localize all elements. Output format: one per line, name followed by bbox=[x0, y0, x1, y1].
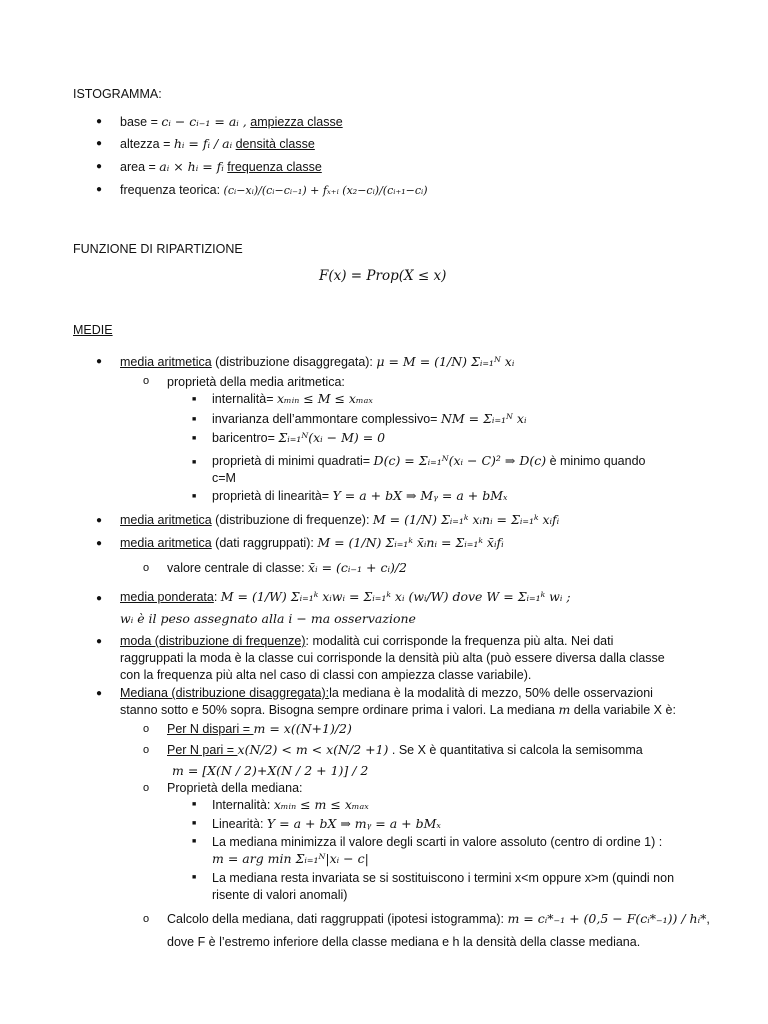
istogramma-base: base = cᵢ − cᵢ₋₁ = aᵢ , ampiezza classe bbox=[120, 114, 343, 129]
bullet-icon: ● bbox=[96, 688, 103, 699]
moda-line2: raggruppati la moda è la classe cui corrisponde la densità più alta (può essere diversa dalla classe bbox=[120, 651, 665, 665]
bullet-icon: ● bbox=[96, 593, 103, 604]
bullet-square-icon: ■ bbox=[192, 801, 197, 808]
istogramma-heading: ISTOGRAMMA: bbox=[73, 87, 162, 101]
bullet-icon: ● bbox=[96, 138, 103, 149]
bullet-icon: ● bbox=[96, 515, 103, 526]
proprieta-minimi-quadrati-cont: c=M bbox=[212, 471, 236, 485]
media-aritmetica-disaggregata: media aritmetica (distribuzione disaggregata): μ = M = (1/N) Σᵢ₌₁ᴺ xᵢ bbox=[120, 354, 515, 369]
bullet-square-icon: ■ bbox=[192, 820, 197, 827]
mediana-semisomma: m = [X(N / 2)+X(N / 2 + 1)] / 2 bbox=[172, 763, 369, 778]
mediana-line2: stanno sotto e 50% sopra. Bisogna sempre ordinare prima i valori. La mediana m della variabile X è: bbox=[120, 702, 676, 717]
bullet-circle-icon: o bbox=[143, 562, 150, 574]
ripartizione-formula: F(x) = Prop(X ≤ x) bbox=[319, 268, 447, 284]
bullet-square-icon: ■ bbox=[192, 459, 197, 466]
proprieta-minimi-quadrati: proprietà di minimi quadrati= D(c) = Σᵢ₌₁ᴺ(xᵢ − C)² ⇒ D(c) è minimo quando bbox=[212, 453, 646, 468]
media-aritmetica-raggruppati: media aritmetica (dati raggruppati): M = (1/N) Σᵢ₌₁ᵏ x̄ᵢnᵢ = Σᵢ₌₁ᵏ x̄ᵢfᵢ bbox=[120, 535, 504, 550]
bullet-icon: ● bbox=[96, 538, 103, 549]
medie-heading: MEDIE bbox=[73, 323, 113, 337]
bullet-square-icon: ■ bbox=[192, 396, 197, 403]
istogramma-frequenza-teorica: frequenza teorica: (cᵢ−xᵢ)/(cᵢ−cᵢ₋₁) + fₓ₊ᵢ (x₂−cᵢ)/(cᵢ₊₁−cᵢ) bbox=[120, 183, 428, 197]
mediana-pari: Per N pari = x(N/2) < m < x(N/2 +1) . Se X è quantitativa si calcola la semisomma bbox=[167, 742, 643, 757]
bullet-square-icon: ■ bbox=[192, 874, 197, 881]
bullet-icon: ● bbox=[96, 636, 103, 647]
bullet-square-icon: ■ bbox=[192, 493, 197, 500]
valore-centrale: valore centrale di classe: x̄ᵢ = (cᵢ₋₁ + cᵢ)/2 bbox=[167, 560, 408, 575]
istogramma-altezza: altezza = hᵢ = fᵢ / aᵢ densità classe bbox=[120, 136, 315, 151]
mediana-minimizza: La mediana minimizza il valore degli scarti in valore assoluto (centro di ordine 1) : bbox=[212, 835, 663, 849]
bullet-circle-icon: o bbox=[143, 375, 150, 387]
moda-line1: moda (distribuzione di frequenze): modalità cui corrisponde la frequenza più alta. Nei dati bbox=[120, 634, 614, 648]
proprieta-linearita: proprietà di linearità= Y = a + bX ⇒ Mᵧ = a + bMₓ bbox=[212, 488, 508, 503]
mediana-dispari: Per N dispari = m = x((N+1)/2) bbox=[167, 721, 352, 736]
media-aritmetica-frequenze: media aritmetica (distribuzione di frequenze): M = (1/N) Σᵢ₌₁ᵏ xᵢnᵢ = Σᵢ₌₁ᵏ xᵢfᵢ bbox=[120, 512, 560, 527]
mediana-calcolo-cont: dove F è l’estremo inferiore della classe mediana e h la densità della classe mediana. bbox=[167, 935, 641, 949]
bullet-square-icon: ■ bbox=[192, 435, 197, 442]
bullet-icon: ● bbox=[96, 184, 103, 195]
moda-line3: con la frequenza più alta nel caso di classi con ampiezza classe variabile). bbox=[120, 668, 532, 682]
mediana-line1: Mediana (distribuzione disaggregata):la mediana è la modalità di mezzo, 50% delle osservazioni bbox=[120, 686, 653, 700]
bullet-square-icon: ■ bbox=[192, 416, 197, 423]
mediana-minimizza-formula: m = arg min Σᵢ₌₁ᴺ|xᵢ − c| bbox=[212, 851, 369, 866]
bullet-square-icon: ■ bbox=[192, 838, 197, 845]
media-ponderata-note: wᵢ è il peso assegnato alla i − ma osservazione bbox=[120, 611, 416, 626]
mediana-linearita: Linearità: Y = a + bX ⇒ mᵧ = a + bMₓ bbox=[212, 816, 441, 831]
bullet-circle-icon: o bbox=[143, 723, 150, 735]
istogramma-area: area = aᵢ × hᵢ = fᵢ frequenza classe bbox=[120, 159, 322, 174]
bullet-circle-icon: o bbox=[143, 782, 150, 794]
bullet-circle-icon: o bbox=[143, 744, 150, 756]
proprieta-media-title: proprietà della media aritmetica: bbox=[167, 375, 345, 389]
ripartizione-heading: FUNZIONE DI RIPARTIZIONE bbox=[73, 242, 243, 256]
proprieta-internalita: internalità= xₘᵢₙ ≤ M ≤ xₘₐₓ bbox=[212, 391, 373, 406]
mediana-proprieta-title: Proprietà della mediana: bbox=[167, 781, 303, 795]
mediana-internalita: Internalità: xₘᵢₙ ≤ m ≤ xₘₐₓ bbox=[212, 797, 369, 812]
bullet-circle-icon: o bbox=[143, 913, 150, 925]
proprieta-invarianza: invarianza dell’ammontare complessivo= NM = Σᵢ₌₁ᴺ xᵢ bbox=[212, 411, 527, 426]
media-ponderata: media ponderata: M = (1/W) Σᵢ₌₁ᵏ xᵢwᵢ = Σᵢ₌₁ᵏ xᵢ (wᵢ/W) dove W = Σᵢ₌₁ᵏ wᵢ ; bbox=[120, 589, 571, 604]
mediana-invariata: La mediana resta invariata se si sostituiscono i termini x<m oppure x>m (quindi non bbox=[212, 871, 675, 885]
proprieta-baricentro: baricentro= Σᵢ₌₁ᴺ(xᵢ − M) = 0 bbox=[212, 430, 386, 445]
bullet-icon: ● bbox=[96, 356, 103, 367]
bullet-icon: ● bbox=[96, 161, 103, 172]
mediana-calcolo: Calcolo della mediana, dati raggruppati (ipotesi istogramma): m = cᵢ*₋₁ + (0,5 − F(cᵢ*₋₁)) / hᵢ*, bbox=[167, 911, 710, 926]
bullet-icon: ● bbox=[96, 116, 103, 127]
mediana-invariata-cont: risente di valori anomali) bbox=[212, 888, 348, 902]
